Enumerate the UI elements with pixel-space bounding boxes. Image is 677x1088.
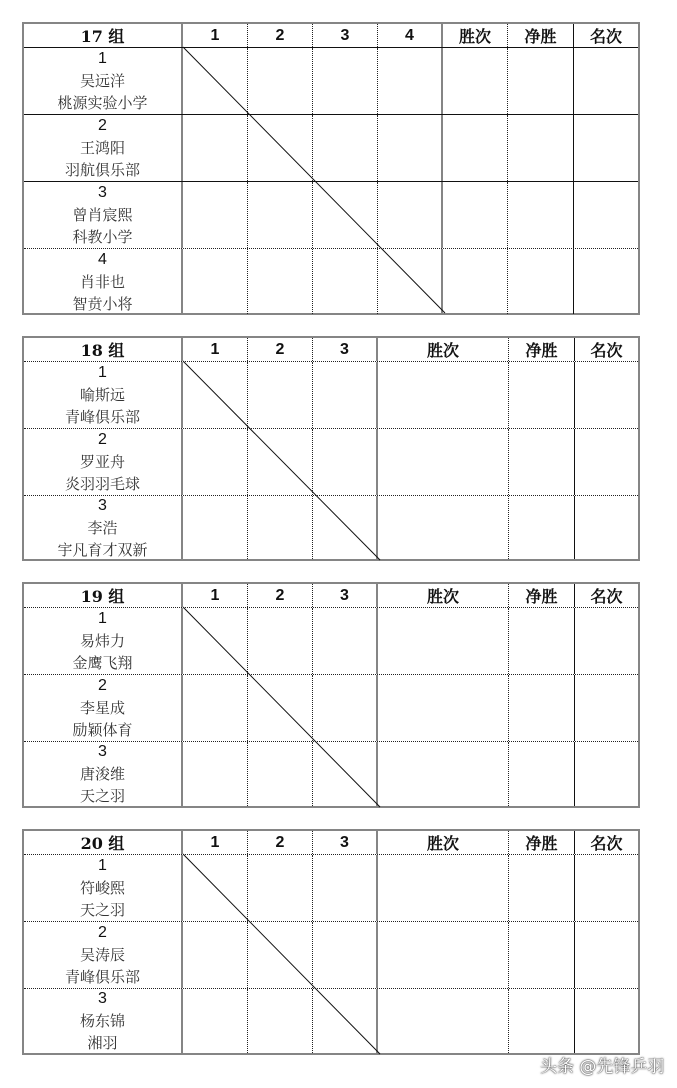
player-number: 2 — [98, 117, 107, 134]
score-cell — [313, 496, 378, 559]
player-name: 王鸿阳 — [79, 139, 125, 157]
rank-cell — [575, 855, 638, 921]
column-header: 2 — [248, 338, 313, 361]
rank-cell — [575, 608, 638, 674]
wins-cell — [378, 989, 509, 1053]
group-title: 18 组 — [24, 338, 183, 361]
score-cell — [378, 48, 443, 114]
player-name: 唐浚维 — [79, 765, 125, 783]
player-club: 宇凡育才双新 — [57, 540, 148, 559]
group-title: 19 组 — [24, 584, 183, 607]
net-cell — [509, 429, 575, 495]
column-header: 3 — [313, 338, 378, 361]
rank-cell — [574, 249, 638, 314]
table-header — [24, 831, 638, 854]
score-cell — [183, 429, 248, 495]
table-row — [24, 428, 638, 495]
score-cell — [313, 429, 378, 495]
table-header — [24, 24, 638, 47]
table-row — [24, 361, 638, 428]
player-number: 3 — [98, 990, 107, 1007]
player-name: 吴涛辰 — [79, 946, 125, 964]
player-number: 2 — [98, 677, 107, 694]
player-name: 吴远洋 — [79, 72, 125, 90]
net-cell — [508, 115, 574, 181]
player-name: 李星成 — [79, 699, 125, 717]
player-number: 1 — [98, 610, 107, 627]
player-club: 励颖体育 — [72, 721, 133, 739]
rank-header: 名次 — [590, 587, 623, 606]
score-cell — [248, 742, 313, 806]
score-cell — [183, 362, 248, 428]
rank-header: 名次 — [590, 834, 623, 853]
net-cell — [508, 48, 574, 114]
table-header — [24, 584, 638, 607]
score-cell — [313, 675, 378, 741]
score-cell — [183, 989, 248, 1053]
rank-header: 名次 — [589, 27, 622, 46]
wins-header: 胜次 — [378, 831, 509, 854]
player-club: 桃源实验小学 — [57, 94, 148, 112]
rank-cell — [575, 989, 638, 1053]
score-cell — [378, 249, 443, 314]
net-header: 净胜 — [508, 24, 574, 47]
column-header: 1 — [183, 584, 248, 607]
net-cell — [509, 362, 575, 428]
score-cell — [248, 675, 313, 741]
column-header: 2 — [248, 24, 313, 47]
table-row — [24, 854, 638, 921]
wins-header: 胜次 — [378, 338, 509, 361]
table-row — [24, 674, 638, 741]
player-club: 炎羽羽毛球 — [64, 475, 140, 493]
score-cell — [378, 182, 443, 248]
player-number: 1 — [98, 50, 107, 67]
group-19-table — [22, 582, 640, 808]
wins-cell — [378, 496, 509, 559]
player-club: 青峰俱乐部 — [64, 968, 140, 986]
score-cell — [183, 496, 248, 559]
table-row — [24, 988, 638, 1053]
score-cell — [248, 249, 313, 314]
score-cell — [183, 742, 248, 806]
player-club: 青峰俱乐部 — [64, 408, 140, 426]
player-club: 天之羽 — [79, 787, 125, 805]
score-cell — [313, 115, 378, 181]
table-row — [24, 47, 638, 114]
net-header: 净胜 — [509, 338, 575, 361]
rank-cell — [575, 675, 638, 741]
score-cell — [248, 182, 313, 248]
rank-cell — [574, 115, 638, 181]
player-number: 1 — [98, 364, 107, 381]
score-cell — [183, 249, 248, 314]
player-name: 喻斯远 — [79, 386, 125, 404]
rank-cell — [575, 429, 638, 495]
table-row — [24, 607, 638, 674]
wins-cell — [443, 115, 508, 181]
table-row — [24, 248, 638, 314]
player-name: 罗亚舟 — [79, 453, 125, 471]
net-cell — [509, 496, 575, 559]
column-header: 3 — [313, 831, 378, 854]
score-cell — [313, 249, 378, 314]
score-cell — [248, 496, 313, 559]
score-cell — [183, 182, 248, 248]
rank-cell — [575, 742, 638, 806]
wins-cell — [443, 249, 508, 314]
net-cell — [509, 922, 575, 988]
player-club: 羽航俱乐部 — [64, 161, 140, 179]
rank-cell — [575, 922, 638, 988]
wins-cell — [378, 429, 509, 495]
score-cell — [248, 429, 313, 495]
score-cell — [313, 182, 378, 248]
wins-cell — [378, 608, 509, 674]
score-cell — [313, 989, 378, 1053]
player-club: 智贲小将 — [72, 294, 133, 313]
table-header — [24, 338, 638, 361]
score-cell — [183, 855, 248, 921]
score-cell — [313, 742, 378, 806]
player-name: 李浩 — [87, 518, 118, 537]
net-cell — [508, 182, 574, 248]
wins-header: 胜次 — [443, 24, 508, 47]
player-club: 科教小学 — [72, 228, 133, 246]
net-cell — [509, 855, 575, 921]
net-cell — [509, 675, 575, 741]
score-cell — [313, 855, 378, 921]
score-cell — [183, 48, 248, 114]
player-name: 肖非也 — [79, 272, 125, 291]
player-number: 2 — [98, 924, 107, 941]
wins-cell — [443, 182, 508, 248]
column-header: 2 — [248, 584, 313, 607]
player-club: 湘羽 — [87, 1034, 118, 1052]
score-cell — [183, 115, 248, 181]
column-header: 3 — [313, 24, 378, 47]
score-cell — [313, 608, 378, 674]
rank-cell — [575, 496, 638, 559]
player-number: 4 — [98, 250, 107, 268]
player-number: 2 — [98, 431, 107, 448]
score-cell — [313, 922, 378, 988]
rank-cell — [575, 362, 638, 428]
group-title: 20 组 — [24, 831, 183, 854]
player-name: 杨东锦 — [79, 1012, 125, 1030]
player-name: 曾肖宸熙 — [72, 206, 133, 224]
score-cell — [248, 922, 313, 988]
column-header: 1 — [183, 831, 248, 854]
table-row — [24, 495, 638, 559]
score-cell — [313, 362, 378, 428]
column-header: 4 — [378, 24, 443, 47]
net-cell — [509, 608, 575, 674]
rank-header: 名次 — [590, 341, 623, 360]
player-number: 3 — [98, 496, 107, 514]
score-cell — [248, 989, 313, 1053]
score-cell — [183, 922, 248, 988]
player-number: 1 — [98, 857, 107, 874]
player-club: 天之羽 — [79, 901, 125, 919]
score-cell — [313, 48, 378, 114]
wins-cell — [378, 922, 509, 988]
wins-cell — [378, 362, 509, 428]
net-cell — [509, 989, 575, 1053]
table-row — [24, 741, 638, 806]
score-cell — [248, 48, 313, 114]
score-cell — [248, 115, 313, 181]
player-club: 金鹰飞翔 — [72, 654, 133, 672]
table-row — [24, 114, 638, 181]
player-number: 3 — [98, 184, 107, 201]
rank-cell — [574, 182, 638, 248]
column-header: 2 — [248, 831, 313, 854]
score-cell — [248, 855, 313, 921]
rank-cell — [574, 48, 638, 114]
column-header: 3 — [313, 584, 378, 607]
net-header: 净胜 — [509, 584, 575, 607]
group-18-table — [22, 336, 640, 561]
wins-cell — [443, 48, 508, 114]
score-cell — [248, 362, 313, 428]
watermark: 头条 @先锋乒羽 — [540, 1057, 665, 1077]
group-20-table — [22, 829, 640, 1055]
column-header: 1 — [183, 24, 248, 47]
table-row — [24, 921, 638, 988]
score-cell — [183, 675, 248, 741]
score-cell — [248, 608, 313, 674]
score-cell — [378, 115, 443, 181]
wins-cell — [378, 742, 509, 806]
column-header: 1 — [183, 338, 248, 361]
wins-cell — [378, 675, 509, 741]
player-name: 符峻熙 — [79, 879, 125, 897]
score-cell — [183, 608, 248, 674]
net-cell — [508, 249, 574, 314]
wins-header: 胜次 — [378, 584, 509, 607]
player-name: 易炜力 — [79, 632, 125, 650]
wins-cell — [378, 855, 509, 921]
group-title: 17 组 — [24, 24, 183, 47]
net-header: 净胜 — [509, 831, 575, 854]
table-row — [24, 181, 638, 248]
net-cell — [509, 742, 575, 806]
group-17-table — [22, 22, 640, 315]
player-number: 3 — [98, 743, 107, 760]
